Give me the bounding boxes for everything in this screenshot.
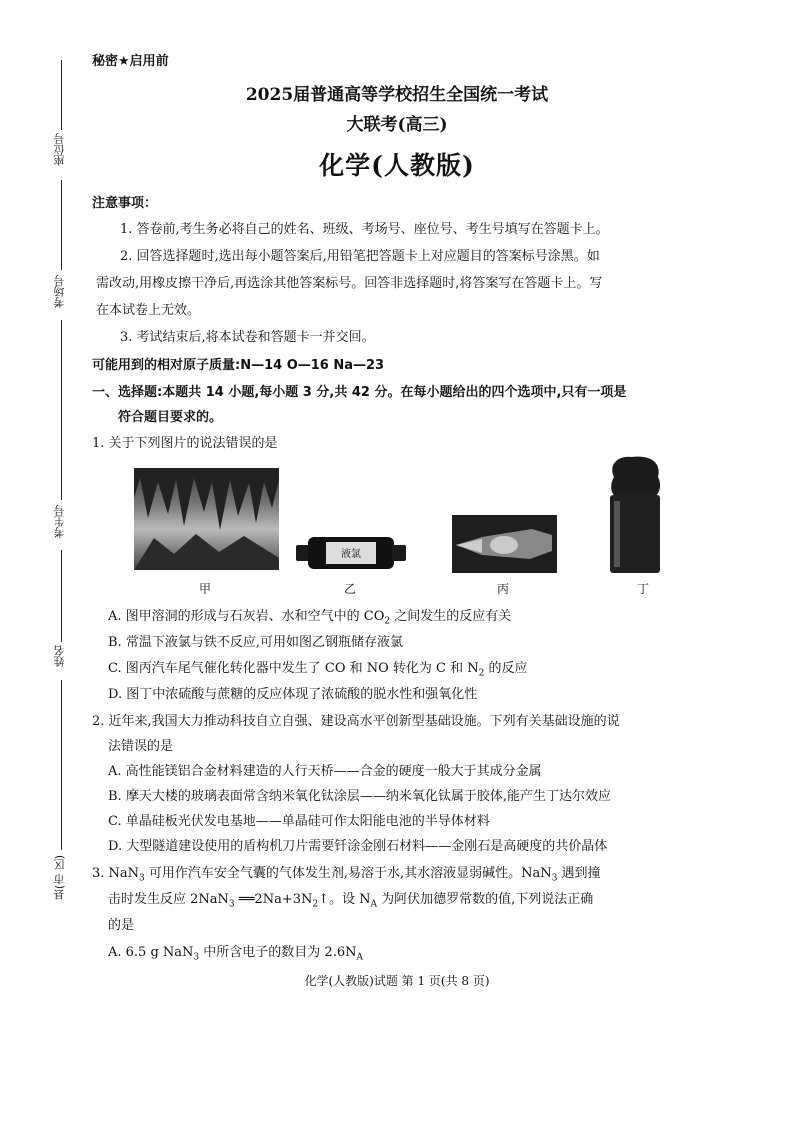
section-heading-1: 一、选择题:本题共 14 小题,每小题 3 分,共 42 分。在每小题给出的四个选项中,只有一项是 [92, 385, 627, 400]
page-footer: 化学(人教版)试题 第 1 页(共 8 页) [304, 974, 490, 988]
side-line-4 [61, 550, 62, 642]
caption-yi: 乙 [343, 582, 356, 596]
side-line-5 [61, 680, 62, 850]
confidential-mark: 秘密★启用前 [92, 54, 169, 69]
side-label-seat: 座位号 [53, 133, 66, 166]
q1-option-d: D. 图丁中浓硫酸与蔗糖的反应体现了浓硫酸的脱水性和强氧化性 [108, 687, 478, 702]
cave-image [134, 468, 279, 570]
chlorine-cylinder-image [296, 534, 406, 572]
notice-heading: 注意事项： [92, 196, 158, 211]
q1-option-a: A. 图甲溶洞的形成与石灰岩、水和空气中的 $CO_2$ 之间发生的反应有关 [108, 609, 512, 627]
side-label-county: 县(市 区) [53, 855, 66, 901]
notice-item-2c: 在本试卷上无效。 [96, 303, 201, 318]
q3-stem-3: 的是 [108, 918, 135, 933]
q1-option-c: C. 图丙汽车尾气催化转化器中发生了 CO 和 NO 转化为 C 和 $N_2$ 的反应 [108, 661, 528, 679]
caption-ding: 丁 [636, 582, 649, 596]
caption-bing: 丙 [496, 582, 509, 596]
section-heading-2: 符合题目要求的。 [118, 410, 223, 425]
side-label-examinee: 考生号 [53, 505, 66, 538]
beaker-icon [604, 455, 666, 575]
q3-stem-1: 3. NaN$_3$ 可用作汽车安全气囊的气体发生剂,易溶于水,其水溶液显弱碱性。NaN$_3$ 遇到撞 [92, 866, 601, 884]
stalactite-icon [134, 468, 279, 570]
q2-option-b: B. 摩天大楼的玻璃表面常含纳米氧化钛涂层——纳米氧化钛属于胶体,能产生丁达尔效应 [108, 789, 611, 804]
q2-stem-2: 法错误的是 [108, 739, 174, 754]
converter-icon [452, 515, 557, 573]
atomic-mass-line: 可能用到的相对原子质量:N—14 O—16 Na—23 [92, 358, 385, 373]
exam-title: 2025届普通高等学校招生全国统一考试 [245, 85, 549, 105]
notice-item-2a: 2. 回答选择题时,选出每小题答案后,用铅笔把答题卡上对应题目的答案标号涂黑。如 [120, 249, 600, 264]
side-line-3 [61, 320, 62, 500]
side-label-name: 姓名 [53, 645, 66, 667]
side-line-2 [61, 180, 62, 270]
catalytic-converter-image [452, 515, 557, 573]
q2-option-a: A. 高性能镁铝合金材料建造的人行天桥——合金的硬度一般大于其成分金属 [108, 764, 542, 779]
notice-item-3: 3. 考试结束后,将本试卷和答题卡一并交回。 [120, 330, 375, 345]
exam-subtitle: 大联考(高三) [346, 115, 448, 135]
q3-stem-2: 击时发生反应 2NaN$_3$ $══2Na+3N_2↑$。设 $N_A$ 为阿伏加德罗常数的值,下列说法正确 [108, 892, 594, 910]
subject-title: 化学(人教版) [319, 151, 475, 180]
notice-item-2b: 需改动,用橡皮擦干净后,再选涂其他答案标号。回答非选择题时,将答案写在答题卡上。写 [96, 276, 603, 291]
q1-stem: 1. 关于下列图片的说法错误的是 [92, 436, 278, 451]
sucrose-beaker-image [604, 455, 666, 575]
cylinder-label: 液氯 [341, 549, 361, 560]
q2-option-c: C. 单晶硅板光伏发电基地——单晶硅可作太阳能电池的半导体材料 [108, 814, 490, 829]
notice-item-1: 1. 答卷前,考生务必将自己的姓名、班级、考场号、座位号、考生号填写在答题卡上。 [120, 222, 609, 237]
side-label-room: 考场号 [53, 275, 66, 308]
q3-option-a: A. 6.5 g NaN$_3$ 中所含电子的数目为 $2.6N_A$ [108, 945, 363, 963]
caption-jia: 甲 [198, 582, 211, 596]
q2-stem-1: 2. 近年来,我国大力推动科技自立自强、建设高水平创新型基础设施。下列有关基础设施的说 [92, 714, 620, 729]
q2-option-d: D. 大型隧道建设使用的盾构机刀片需要钎涂金刚石材料——金刚石是高硬度的共价晶体 [108, 839, 608, 854]
q1-option-b: B. 常温下液氯与铁不反应,可用如图乙钢瓶储存液氯 [108, 635, 403, 650]
